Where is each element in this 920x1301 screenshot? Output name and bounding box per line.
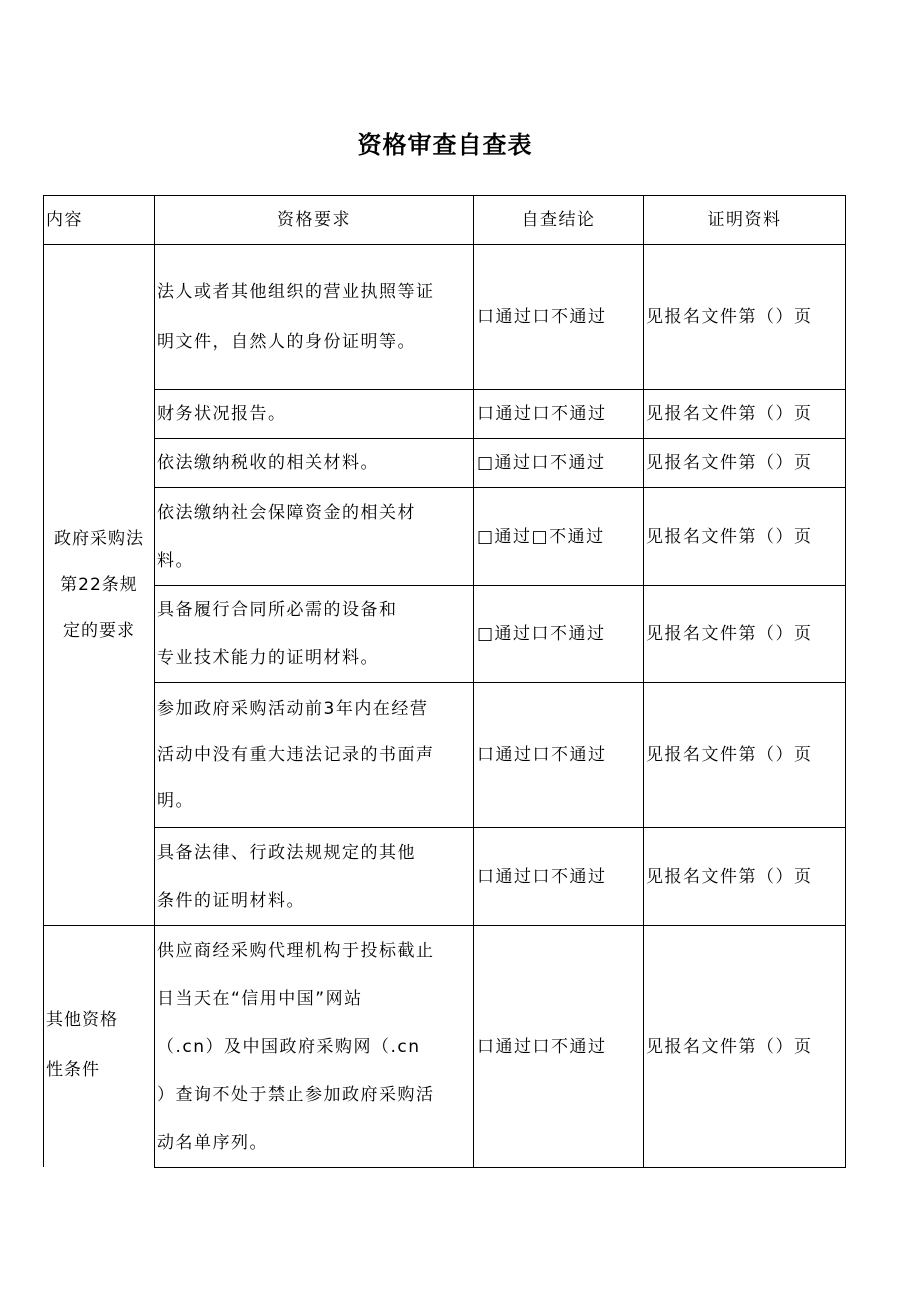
requirement-other-legal-conditions: 具备法律、行政法规规定的其他 条件的证明材料。: [157, 842, 416, 911]
evidence-row6: 见报名文件第（）页: [646, 745, 813, 765]
requirement-business-license: 法人或者其他组织的营业执照等证 明文件，自然人的身份证明等。: [157, 282, 435, 352]
requirement-tax-payment: 依法缴纳税收的相关材料。: [157, 453, 379, 473]
conclusion-checkbox-row8[interactable]: 口通过口不通过: [477, 1036, 607, 1057]
conclusion-checkbox-row2[interactable]: 口通过口不通过: [477, 404, 607, 424]
header-content: 内容: [46, 210, 83, 230]
evidence-row7: 见报名文件第（）页: [646, 866, 813, 887]
requirement-equipment-capability: 具备履行合同所必需的设备和 专业技术能力的证明材料。: [157, 600, 398, 668]
conclusion-checkbox-row5[interactable]: □通过口不通过: [477, 624, 606, 644]
header-evidence: 证明资料: [707, 210, 782, 230]
header-conclusion: 自查结论: [521, 210, 596, 230]
conclusion-checkbox-row6[interactable]: 口通过口不通过: [477, 745, 607, 765]
evidence-row8: 见报名文件第（）页: [646, 1036, 813, 1057]
evidence-row4: 见报名文件第（）页: [646, 526, 813, 547]
conclusion-checkbox-row7[interactable]: 口通过口不通过: [477, 866, 607, 887]
section-label-procurement-law: 政府采购法 第22条规 定的要求: [54, 529, 144, 641]
requirement-no-violation-statement: 参加政府采购活动前3年内在经营 活动中没有重大违法记录的书面声 明。: [157, 699, 435, 811]
requirement-financial-report: 财务状况报告。: [157, 404, 287, 424]
page-title: 资格审查自查表: [357, 131, 533, 159]
evidence-row2: 见报名文件第（）页: [646, 404, 813, 424]
requirement-social-security: 依法缴纳社会保障资金的相关材 料。: [157, 502, 416, 571]
conclusion-checkbox-row4[interactable]: □通过□不通过: [477, 526, 605, 547]
conclusion-checkbox-row1[interactable]: 口通过口不通过: [477, 307, 607, 327]
header-requirement: 资格要求: [277, 210, 351, 230]
conclusion-checkbox-row3[interactable]: □通过口不通过: [477, 453, 606, 473]
section-label-other-qualifications: 其他资格 性条件: [46, 1010, 118, 1080]
evidence-row5: 见报名文件第（）页: [646, 624, 813, 644]
evidence-row1: 见报名文件第（）页: [646, 307, 813, 327]
evidence-row3: 见报名文件第（）页: [646, 453, 813, 473]
requirement-credit-check: 供应商经采购代理机构于投标截止 日当天在“信用中国”网站 （.cn）及中国政府采购网（.cn ）查询不处于禁止参加政府采购活 动名单序列。: [157, 940, 435, 1153]
